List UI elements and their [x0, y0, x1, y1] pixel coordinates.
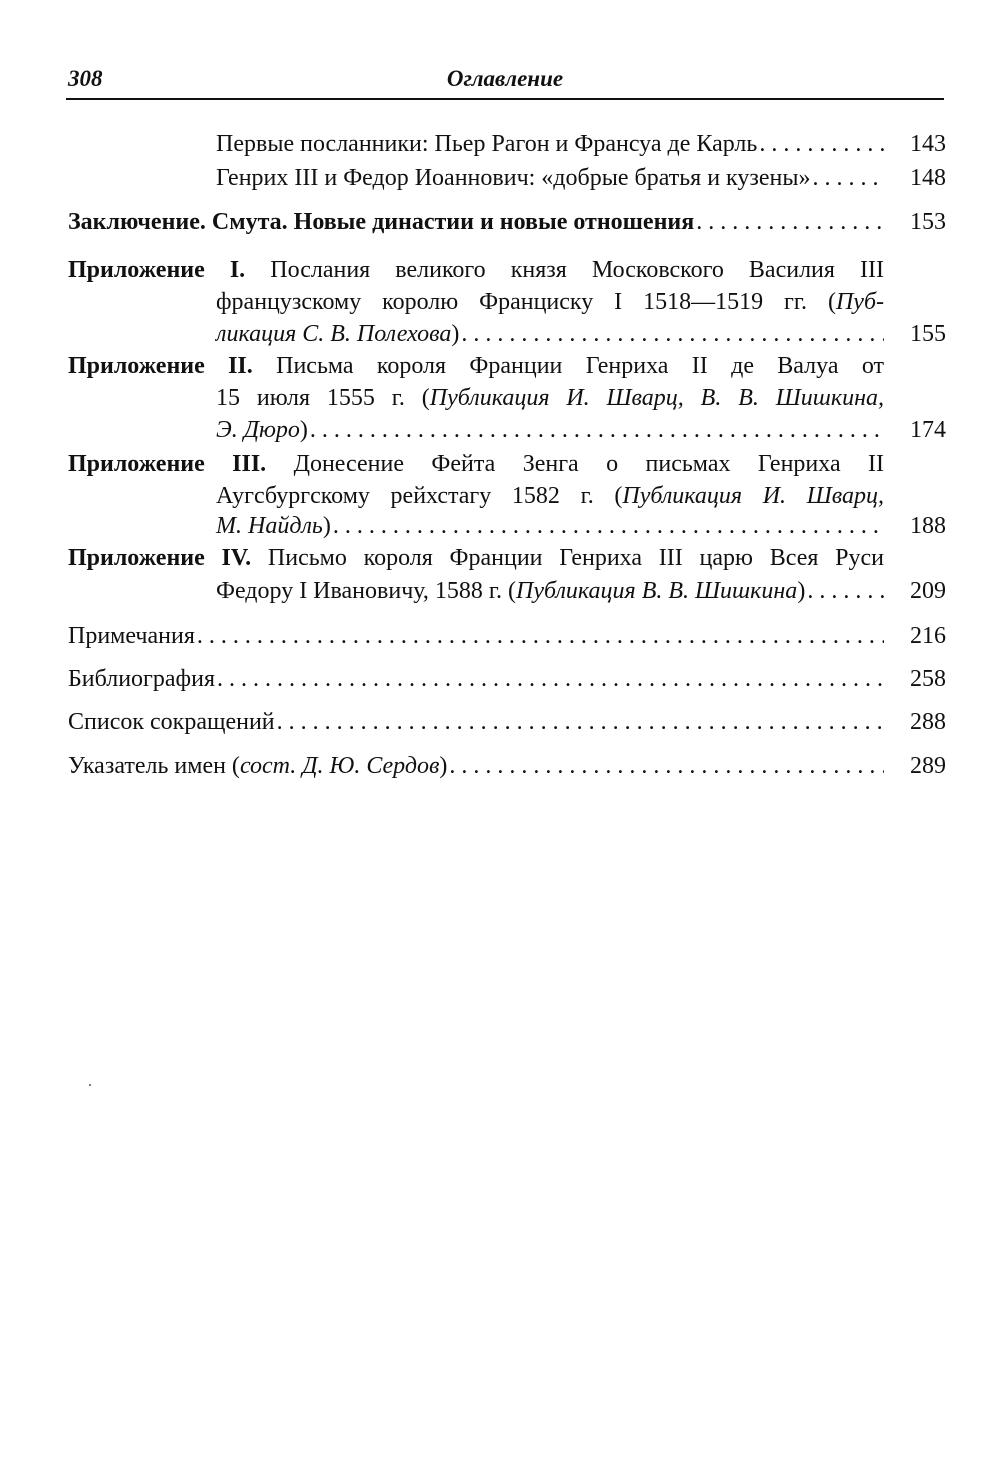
- page-number: 308: [68, 66, 103, 91]
- toc-entry-title: Примечания: [68, 623, 195, 649]
- toc-entry[interactable]: [216, 162, 946, 194]
- toc-entry[interactable]: [68, 206, 946, 238]
- dot-leader: [812, 162, 884, 194]
- appendix-label: Приложение IV.: [68, 545, 252, 571]
- dot-leader: [197, 620, 884, 652]
- toc-page: 308 Оглавление Первые посланники: Пьер Рагон и Франсуа де Карль . . . 143 Генрих III и Федор Иоаннович: «добрые братья и кузены» . . . 148 Заключение. Смута. Новые династии и новые отношения . . . 153 Приложение I. Послания великого князя Московского Василия III французскому королю Франциску I 1518—1519 гг. (Пуб- ликация С. В. Полехова) . . . 155 Приложение II. Письма короля Франции Генриха II де Валуа от 15 июля 1555 г. (Публикация И. Шварц, В. В. Шишкина, Э. Дюро) . . . 174 Приложение III. Донесение Фейта Зенга о письмах Генриха II Аугсбургскому рейхстагу 1582 г. (Публикация И. Шварц, М. Найдль) . . . 188 Приложение IV. Письмо короля Франции Генриха III царю Всея Руси Федору I Ивановичу, 1588 г. (Публикация В. В. Шишкина) . . . 209 Примечания . . . 216 Библиография . . . 258 Список сокращений . . . 288 Указатель имен (сост. Д. Ю. Сердов) . . . 289: [0, 0, 1000, 1468]
- toc-entry-line: Донесение Фейта Зенга о письмах Генриха II: [293, 451, 884, 477]
- publication-credit: Э. Дюро: [216, 417, 300, 443]
- toc-entry-page: 209: [910, 578, 946, 604]
- toc-entry-title: Генрих III и Федор Иоаннович: «добрые братья и кузены»: [216, 165, 811, 191]
- dot-leader: [310, 414, 884, 446]
- publication-credit: Публикация И. Шварц,: [622, 483, 884, 509]
- dot-leader: [277, 706, 884, 738]
- toc-entry-page: 155: [910, 321, 946, 347]
- toc-entry[interactable]: [216, 128, 946, 160]
- toc-entry[interactable]: [68, 706, 946, 738]
- toc-entry-page: 258: [910, 666, 946, 692]
- page-header: [66, 62, 944, 100]
- publication-credit: ликация С. В. Полехова: [216, 321, 452, 347]
- toc-entry-title: Указатель имен (: [68, 753, 240, 779]
- appendix-label: Приложение III.: [68, 451, 267, 477]
- dot-leader: [217, 663, 884, 695]
- toc-entry-line: Федору I Ивановичу, 1588 г. (: [216, 578, 516, 604]
- compiler-credit: сост. Д. Ю. Сердов: [239, 753, 440, 779]
- scan-speck: [89, 1084, 91, 1086]
- publication-credit: Пуб-: [835, 289, 884, 315]
- dot-leader: [461, 318, 884, 350]
- appendix-label: Приложение II.: [68, 353, 253, 379]
- toc-entry-line: 15 июля 1555 г. (: [216, 385, 430, 411]
- publication-credit: Публикация В. В. Шишкина: [516, 578, 798, 604]
- toc-entry-page: 143: [910, 131, 946, 157]
- dot-leader: [333, 510, 884, 542]
- toc-entry-title: Библиография: [68, 666, 215, 692]
- toc-entry-page: 216: [910, 623, 946, 649]
- dot-leader: [759, 128, 884, 160]
- appendix-label: Приложение I.: [68, 257, 246, 283]
- publication-credit: М. Найдль: [216, 513, 323, 539]
- toc-entry-line: Послания великого князя Московского Василия III: [270, 257, 885, 283]
- toc-entry-page: 174: [910, 417, 946, 443]
- dot-leader: [449, 750, 884, 782]
- toc-entry-page: 153: [910, 209, 946, 235]
- toc-entry-page: 288: [910, 709, 946, 735]
- toc-entry-title: Список сокращений: [68, 709, 275, 735]
- publication-credit: Публикация И. Шварц, В. В. Шишкина,: [429, 385, 884, 411]
- toc-entry[interactable]: Указатель имен (сост. Д. Ю. Сердов) . . . 289: [68, 750, 946, 782]
- running-title: Оглавление: [446, 66, 564, 91]
- toc-entry-page: 148: [910, 165, 946, 191]
- toc-entry-page: 289: [910, 753, 946, 779]
- toc-entry-title: Заключение. Смута. Новые династии и новые отношения: [68, 209, 695, 235]
- toc-entry-line: Аугсбургскому рейхстагу 1582 г. (: [216, 483, 623, 509]
- dot-leader: [807, 575, 884, 607]
- toc-entry-page: 188: [910, 513, 946, 539]
- dot-leader: [696, 206, 884, 238]
- toc-entry-line: французскому королю Франциску I 1518—1519 гг. (: [216, 289, 836, 315]
- toc-entry-line: Письма короля Франции Генриха II де Валуа от: [276, 353, 884, 379]
- toc-entry[interactable]: [68, 620, 946, 652]
- toc-entry[interactable]: [68, 663, 946, 695]
- toc-entry-line: Письмо короля Франции Генриха III царю Всея Руси: [267, 545, 885, 571]
- toc-entry-title: Первые посланники: Пьер Рагон и Франсуа де Карль: [216, 131, 758, 157]
